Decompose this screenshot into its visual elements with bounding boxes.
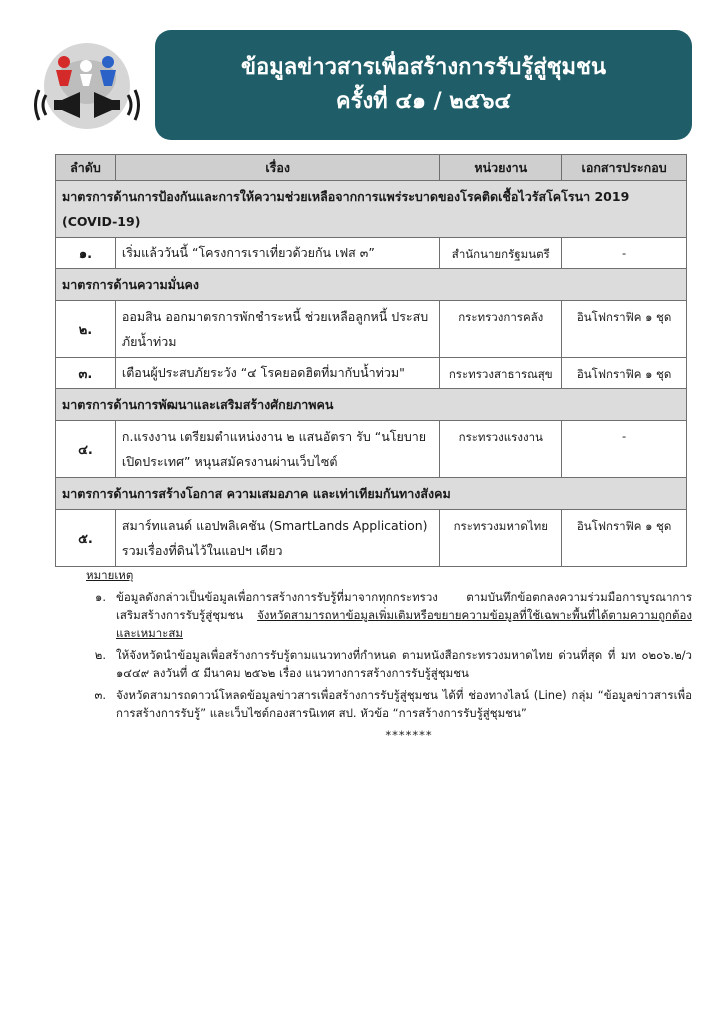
header-document: เอกสารประกอบ	[562, 155, 687, 181]
row-document: อินโฟกราฟิค ๑ ชุด	[562, 358, 687, 389]
section-title: มาตรการด้านการป้องกันและการให้ความช่วยเหลือจากการแพร่ระบาดของโรคติดเชื้อไวรัสโคโรนา 2019 (COVID-19)	[56, 181, 687, 238]
title-banner	[155, 30, 692, 140]
note-text	[116, 588, 692, 642]
table-row	[56, 510, 687, 567]
section-title: มาตรการด้านการพัฒนาและเสริมสร้างศักยภาพคน	[56, 389, 687, 421]
page-title: ข้อมูลข่าวสารเพื่อสร้างการรับรู้สู่ชุมชน	[240, 55, 607, 80]
note-text-underlined: จังหวัดสามารถหาข้อมูลเพิ่มเติมหรือขยายความข้อมูลที่ใช้เฉพาะพื้นที่ได้ตามความถูกต้องและเหมาะสม	[116, 608, 692, 640]
row-number: ๓.	[56, 358, 116, 389]
note-number: ๒.	[94, 648, 106, 662]
row-document: อินโฟกราฟิค ๑ ชุด	[562, 301, 687, 358]
row-number: ๒.	[56, 301, 116, 358]
note-item	[86, 646, 692, 682]
table-row	[56, 421, 687, 478]
row-agency: สำนักนายกรัฐมนตรี	[440, 238, 562, 269]
notes-section	[86, 566, 692, 744]
end-mark: *******	[385, 728, 433, 742]
header-number: ลำดับ	[56, 155, 116, 181]
row-subject: ออมสิน ออกมาตรการพักชำระหนี้ ช่วยเหลือลูกหนี้ ประสบภัยน้ำท่วม	[115, 301, 439, 358]
row-number: ๕.	[56, 510, 116, 567]
note-number: ๑.	[95, 590, 106, 604]
news-table	[55, 154, 687, 567]
row-document: -	[562, 238, 687, 269]
table-header-row	[56, 155, 687, 181]
row-subject: เริ่มแล้ววันนี้ “โครงการเราเที่ยวด้วยกัน เฟส ๓”	[115, 238, 439, 269]
section-title: มาตรการด้านการสร้างโอกาส ความเสมอภาค และเท่าเทียมกันทางสังคม	[56, 478, 687, 510]
row-agency: กระทรวงมหาดไทย	[440, 510, 562, 567]
note-text: จังหวัดสามารถดาวน์โหลดข้อมูลข่าวสารเพื่อสร้างการรับรู้สู่ชุมชน ได้ที่ ช่องทางไลน์ (Line) กลุ่ม “ข้อมูลข่าวสารเพื่อการสร้างการรับรู้” และเว็บไซต์กองสารนิเทศ สป. หัวข้อ “การสร้างการรับรู้สู่ชุมชน”	[116, 688, 692, 720]
row-agency: กระทรวงสาธารณสุข	[440, 358, 562, 389]
section-title: มาตรการด้านความมั่นคง	[56, 269, 687, 301]
row-subject: เตือนผู้ประสบภัยระวัง “๔ โรคยอดฮิตที่มากับน้ำท่วม"	[115, 358, 439, 389]
table-row	[56, 238, 687, 269]
row-agency: กระทรวงการคลัง	[440, 301, 562, 358]
section-row-development	[56, 389, 687, 421]
issue-number: ครั้งที่ ๔๑ / ๒๕๖๔	[335, 89, 512, 114]
row-agency: กระทรวงแรงงาน	[440, 421, 562, 478]
header-agency: หน่วยงาน	[440, 155, 562, 181]
community-megaphone-logo	[34, 40, 140, 138]
row-document: อินโฟกราฟิค ๑ ชุด	[562, 510, 687, 567]
row-number: ๔.	[56, 421, 116, 478]
row-number: ๑.	[56, 238, 116, 269]
section-row-covid	[56, 181, 687, 238]
row-subject: ก.แรงงาน เตรียมตำแหน่งงาน ๒ แสนอัตรา รับ “นโยบายเปิดประเทศ” หนุนสมัครงานผ่านเว็บไซต์	[115, 421, 439, 478]
notes-title: หมายเหตุ	[86, 568, 134, 582]
row-document: -	[562, 421, 687, 478]
note-text-plain: ข้อมูลดังกล่าวเป็นข้อมูลเพื่อการสร้างการรับรู้ที่มาจากทุกกระทรวง ตามบันทึกข้อตกลงความร่วมมือการบูรณาการเสริมสร้างการรับรู้สู่ชุมชน	[116, 590, 692, 622]
note-item	[86, 588, 692, 642]
header-subject: เรื่อง	[115, 155, 439, 181]
note-number: ๓.	[94, 688, 106, 702]
row-subject: สมาร์ทแลนด์ แอปพลิเคชัน (SmartLands Application) รวมเรื่องที่ดินไว้ในแอปฯ เดียว	[115, 510, 439, 567]
table-row	[56, 301, 687, 358]
section-row-security	[56, 269, 687, 301]
note-item	[86, 686, 692, 722]
section-row-equality	[56, 478, 687, 510]
note-text: ให้จังหวัดนำข้อมูลเพื่อสร้างการรับรู้ตามแนวทางที่กำหนด ตามหนังสือกระทรวงมหาดไทย ด่วนที่สุด ที่ มท ๐๒๐๖.๒/ว ๑๔๔๙ ลงวันที่ ๕ มีนาคม ๒๕๖๒ เรื่อง แนวทางการสร้างการรับรู้สู่ชุมชน	[116, 648, 692, 680]
table-row	[56, 358, 687, 389]
